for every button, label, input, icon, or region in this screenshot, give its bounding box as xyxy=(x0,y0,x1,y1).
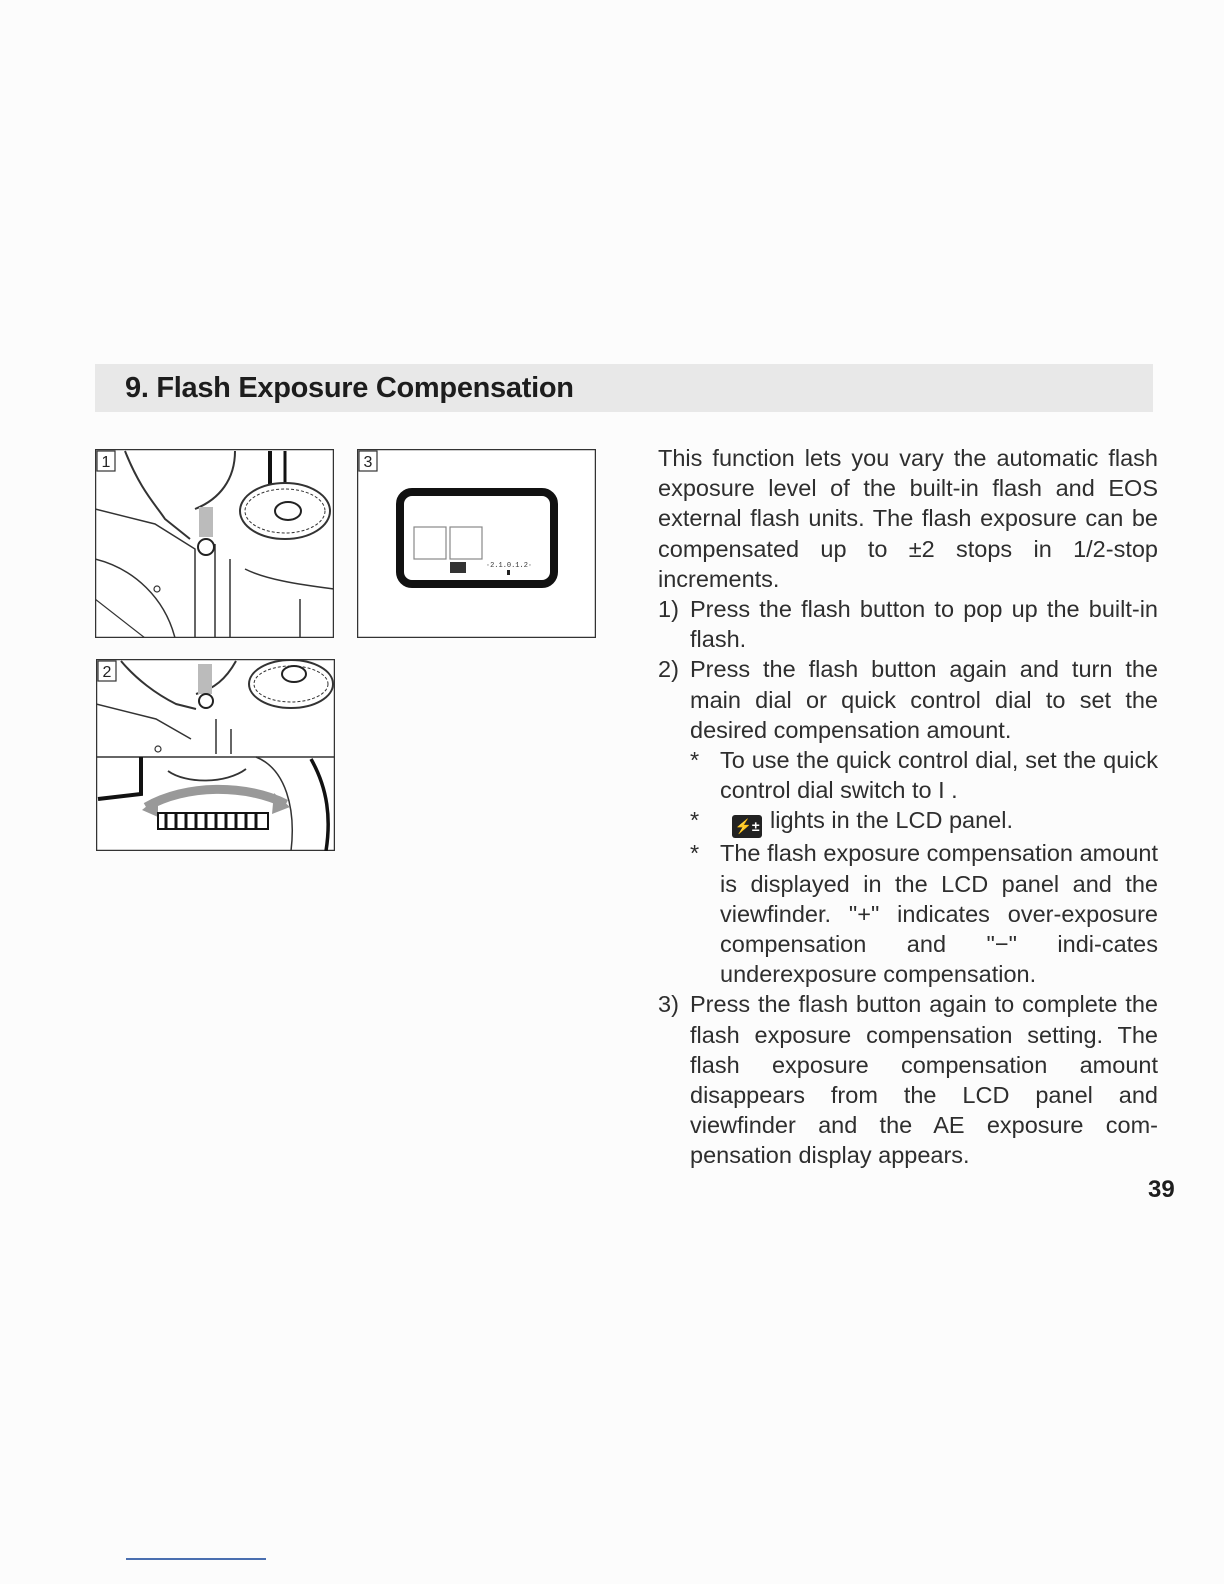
figure-3-label: 3 xyxy=(363,454,373,471)
step-text: Press the flash button to pop up the built-in flash. xyxy=(690,596,1158,653)
section-header xyxy=(95,364,1153,412)
figure-2-label: 2 xyxy=(102,664,112,681)
figure-2 xyxy=(96,659,335,851)
figure-3 xyxy=(357,449,596,638)
note-bullet: * xyxy=(690,747,700,774)
camera-dial-illustration-2 xyxy=(96,659,335,851)
lcd-panel-illustration-3 xyxy=(357,449,596,638)
note-2 xyxy=(658,805,1158,838)
page-number: 39 xyxy=(1148,1176,1175,1203)
step-number: 2) xyxy=(658,656,679,683)
step-2 xyxy=(658,654,1158,745)
step-text: Press the flash button again and turn the main dial or quick control dial to set the desired compensation amount. xyxy=(690,656,1158,743)
section-title: 9. Flash Exposure Compensation xyxy=(125,372,574,404)
flash-compensation-icon xyxy=(450,562,466,573)
note-bullet: * xyxy=(690,840,700,867)
body-text xyxy=(658,443,1158,1171)
step-1 xyxy=(658,594,1158,654)
step-number: 3) xyxy=(658,991,679,1018)
note-1 xyxy=(658,745,1158,805)
step-number: 1) xyxy=(658,596,679,623)
footer-rule xyxy=(126,1558,266,1560)
step-3 xyxy=(658,989,1158,1170)
figure-1-label: 1 xyxy=(101,454,111,471)
flash-compensation-icon: ⚡± xyxy=(732,815,762,838)
figure-1 xyxy=(95,449,334,638)
step-text: Press the flash button again to complete the flash exposure compensation setting. The flash exposure compensation amount disappears from the LCD panel and viewfinder and the AE exposure com-pensation display appears. xyxy=(690,991,1158,1169)
note-text: The flash exposure compensation amount is displayed in the LCD panel and the viewfinder. "+" indicates over-exposure compensation and "−" indi-cates underexposure compensation. xyxy=(720,840,1158,988)
note-bullet: * xyxy=(690,807,700,834)
note-text: To use the quick control dial, set the quick control dial switch to I . xyxy=(720,747,1158,804)
camera-top-illustration-1 xyxy=(95,449,334,638)
note-text: lights in the LCD panel. xyxy=(770,807,1013,834)
note-3 xyxy=(658,838,1158,989)
lcd-exposure-scale: ·2.1.0.1.2· xyxy=(485,562,533,570)
intro-paragraph: This function lets you vary the automatic flash exposure level of the built-in flash and EOS external flash units. The flash exposure can be compensated up to ±2 stops in 1/2-stop increments. xyxy=(658,445,1158,592)
